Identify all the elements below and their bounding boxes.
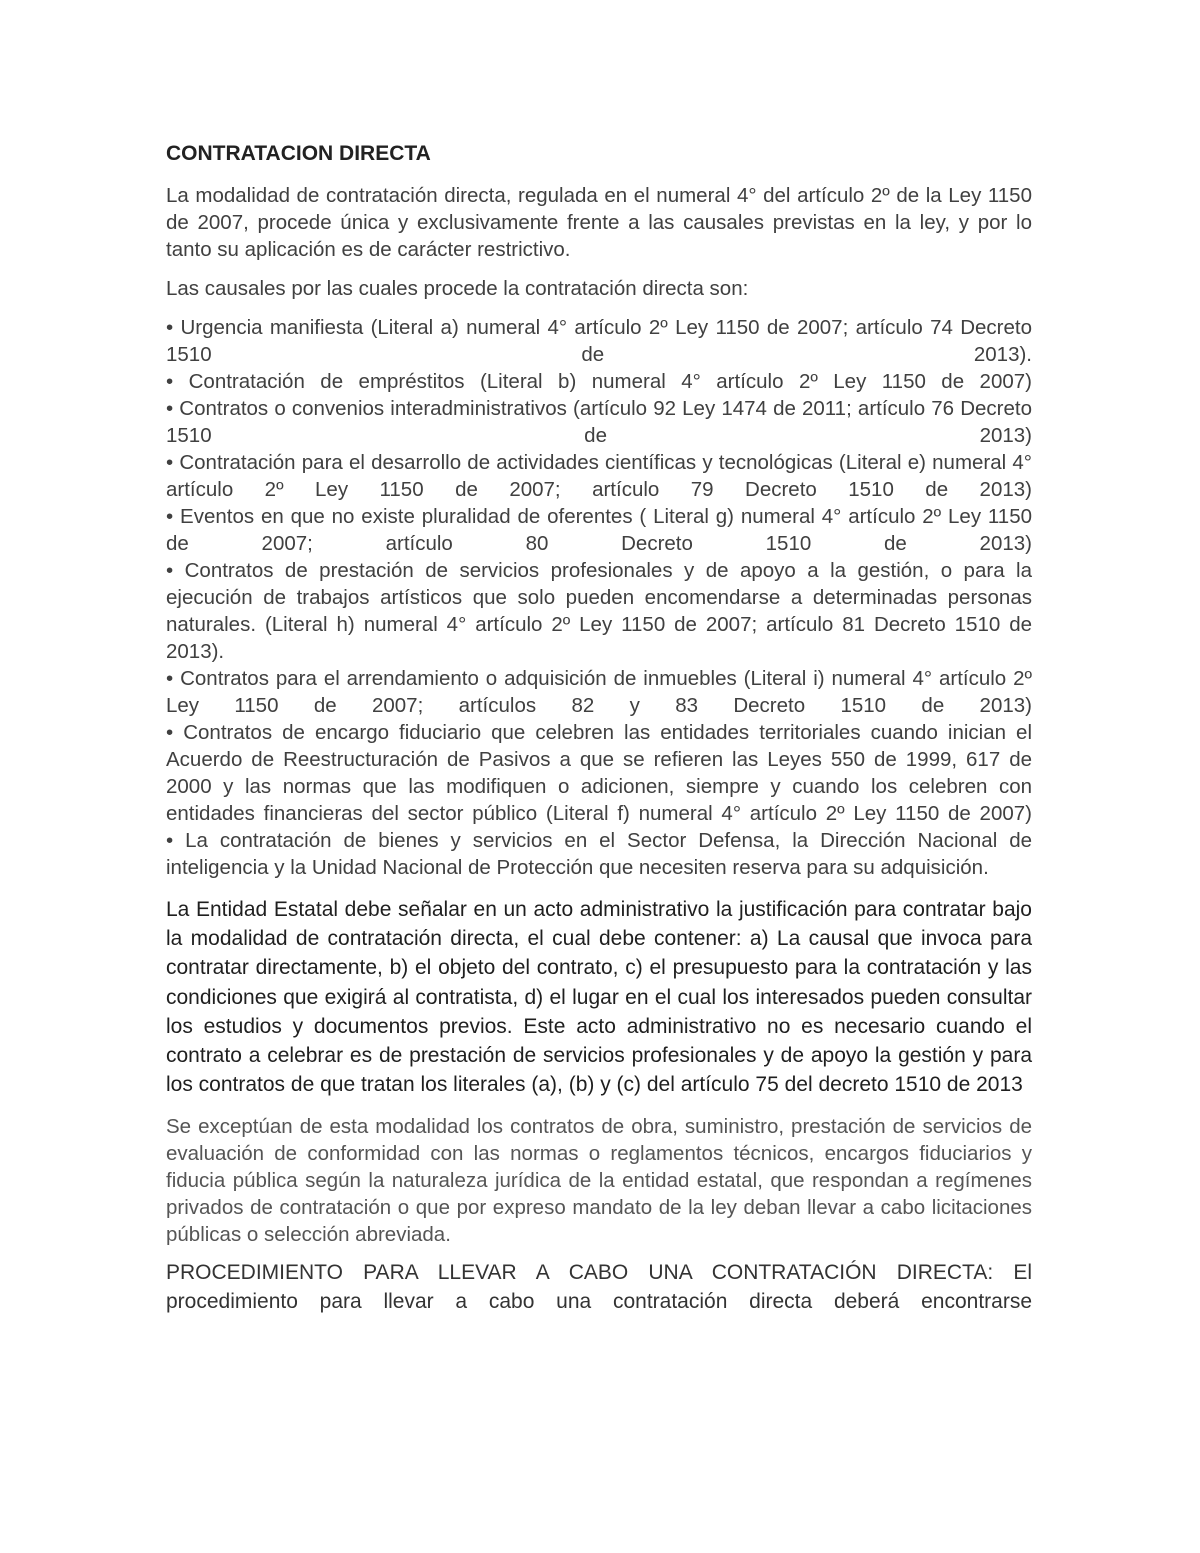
list-item: • Contratación de empréstitos (Literal b) numeral 4° artículo 2º Ley 1150 de 2007) [166,370,1032,393]
causales-list [166,314,1032,881]
list-item: • La contratación de bienes y servicios en el Sector Defensa, la Dirección Nacional de inteligencia y la Unidad Nacional de Protección que necesiten reserva para su adquisición. [166,829,1032,879]
intro-paragraph: La modalidad de contratación directa, regulada en el numeral 4° del artículo 2º de la Ley 1150 de 2007, procede única y exclusivamente frente a las causales previstas en la ley, y por lo tanto su aplicación es de carácter restrictivo. [166,184,1032,261]
list-item: • Contratos o convenios interadministrativos (artículo 92 Ley 1474 de 2011; artículo 76 Decreto 1510 de 2013) [166,397,1032,447]
excepciones-paragraph: Se exceptúan de esta modalidad los contratos de obra, suministro, prestación de servicios de evaluación de conformidad con las normas o reglamentos técnicos, encargos fiduciarios y fiducia pública según la naturaleza jurídica de la entidad estatal, que respondan a regímenes privados de contratación o que por expreso mandato de la ley deban llevar a cabo licitaciones públicas o selección abreviada. [166,1115,1032,1247]
procedimiento-paragraph: PROCEDIMIENTO PARA LLEVAR A CABO UNA CONTRATACIÓN DIRECTA: El procedimiento para llevar a cabo una contratación directa deberá encontrarse [166,1261,1032,1314]
causales-intro: Las causales por las cuales procede la contratación directa son: [166,277,749,300]
list-item: • Contratación para el desarrollo de actividades científicas y tecnológicas (Literal e) numeral 4° artículo 2º Ley 1150 de 2007; artículo 79 Decreto 1510 de 2013) [166,451,1032,501]
list-item: • Eventos en que no existe pluralidad de oferentes ( Literal g) numeral 4° artículo 2º Ley 1150 de 2007; artículo 80 Decreto 1510 de 2013) [166,505,1032,555]
list-item: • Contratos de encargo fiduciario que celebren las entidades territoriales cuando inician el Acuerdo de Reestructuración de Pasivos a que se refieren las Leyes 550 de 1999, 617 de 2000 y las normas que las modifiquen o adicionen, siempre y cuando los celebren con entidades financieras del sector público (Literal f) numeral 4° artículo 2º Ley 1150 de 2007) [166,721,1032,825]
list-item: • Contratos para el arrendamiento o adquisición de inmuebles (Literal i) numeral 4° artículo 2º Ley 1150 de 2007; artículos 82 y 83 Decreto 1510 de 2013) [166,667,1032,717]
list-item: • Urgencia manifiesta (Literal a) numeral 4° artículo 2º Ley 1150 de 2007; artículo 74 Decreto 1510 de 2013). [166,316,1032,366]
document-title: CONTRATACION DIRECTA [166,142,431,165]
document-page [166,140,1032,1316]
justificacion-paragraph: La Entidad Estatal debe señalar en un acto administrativo la justificación para contratar bajo la modalidad de contratación directa, el cual debe contener: a) La causal que invoca para contratar directamente, b) el objeto del contrato, c) el presupuesto para la contratación y las condiciones que exigirá al contratista, d) el lugar en el cual los interesados pueden consultar los estudios y documentos previos. Este acto administrativo no es necesario cuando el contrato a celebrar es de prestación de servicios profesionales y de apoyo la gestión y para los contratos de que tratan los literales (a), (b) y (c) del artículo 75 del decreto 1510 de 2013 [166,898,1032,1097]
list-item: • Contratos de prestación de servicios profesionales y de apoyo a la gestión, o para la ejecución de trabajos artísticos que solo pueden encomendarse a determinadas personas naturales. (Literal h) numeral 4° artículo 2º Ley 1150 de 2007; artículo 81 Decreto 1510 de 2013). [166,559,1032,663]
